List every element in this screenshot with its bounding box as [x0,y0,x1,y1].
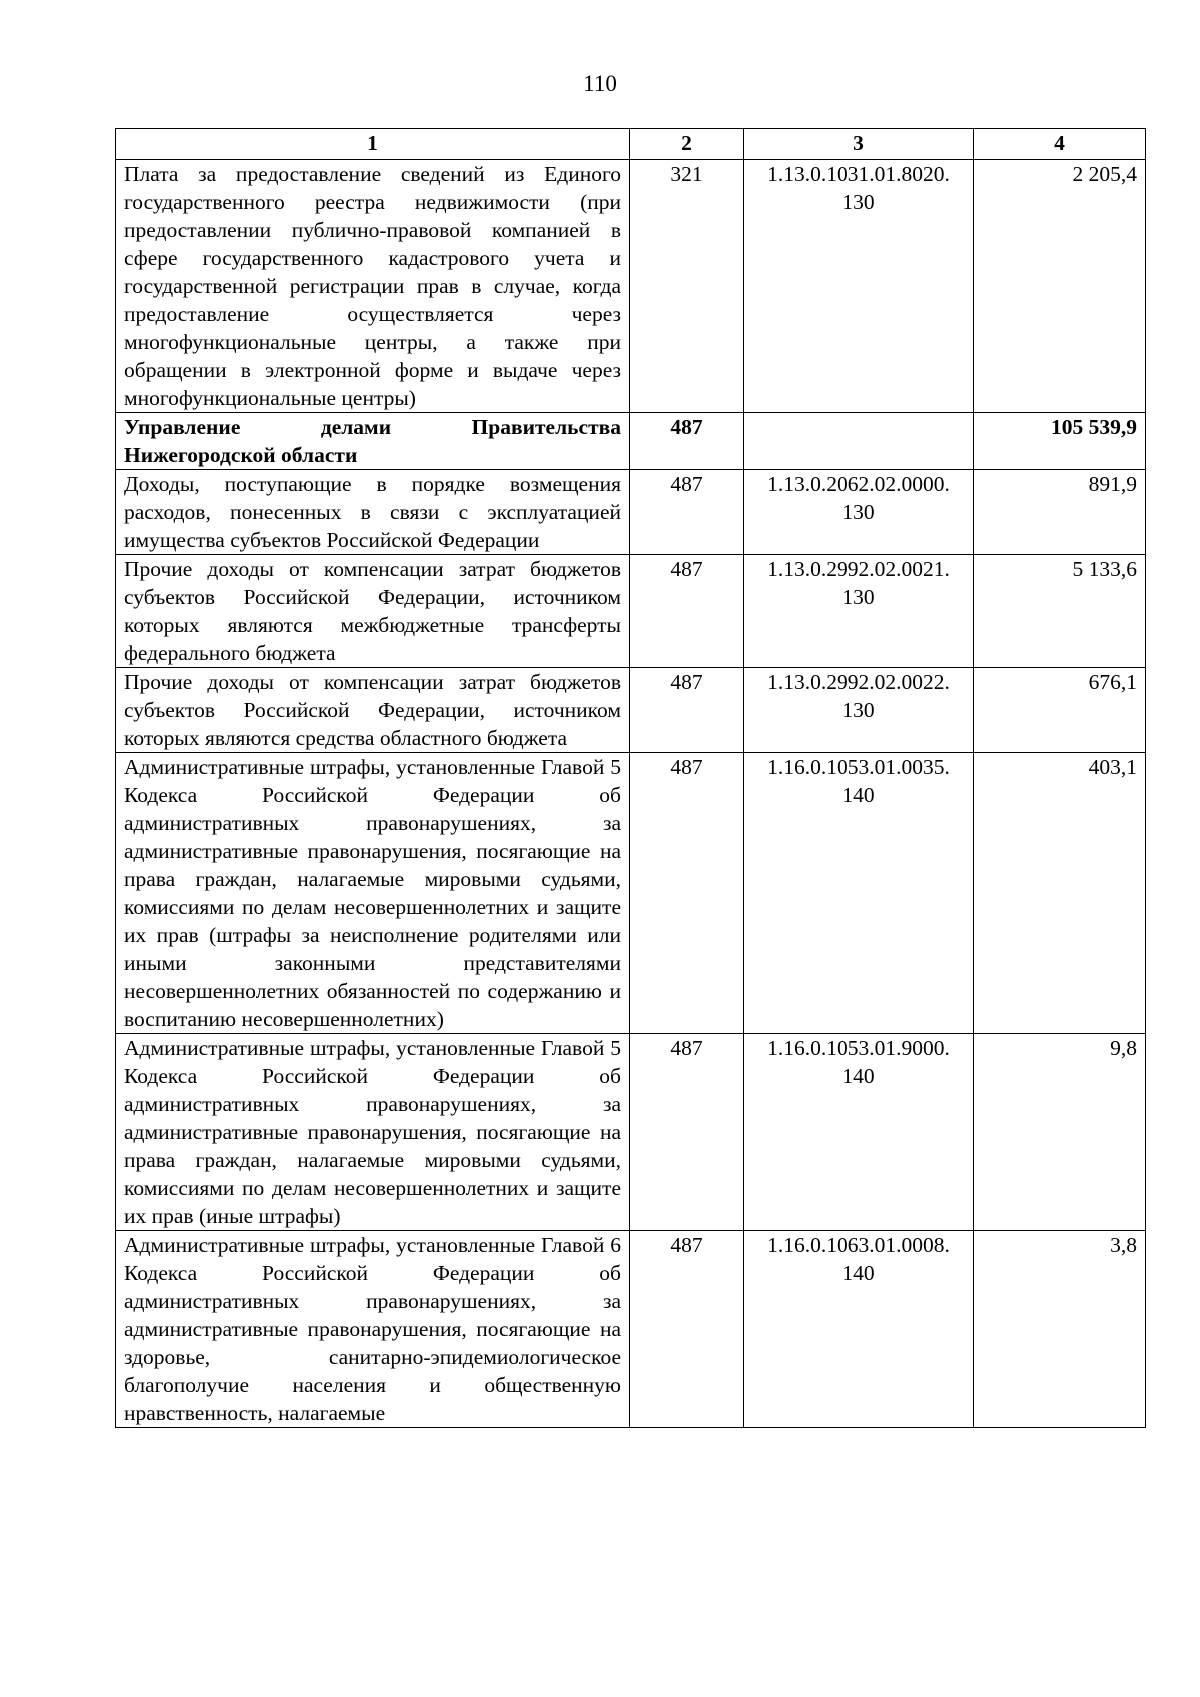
row-budget-code: 1.13.0.1031.01.8020. 130 [744,160,974,413]
table-row [116,413,1146,470]
row-budget-code: 1.13.0.2992.02.0022. 130 [744,668,974,753]
row-name: Прочие доходы от компенсации затрат бюджетов субъектов Российской Федерации, источником которых являются межбюджетные трансферты федерального бюджета [116,555,630,668]
row-admin-code: 487 [630,413,744,470]
row-budget-code: 1.13.0.2062.02.0000. 130 [744,470,974,555]
row-name: Доходы, поступающие в порядке возмещения расходов, понесенных в связи с эксплуатацией имущества субъектов Российской Федерации [116,470,630,555]
row-admin-code: 487 [630,1231,744,1428]
table-row [116,555,1146,668]
row-budget-code: 1.16.0.1063.01.0008. 140 [744,1231,974,1428]
header-col-4: 4 [974,129,1146,160]
table-row [116,470,1146,555]
row-name: Административные штрафы, установленные Главой 6 Кодекса Российской Федерации об административных правонарушениях, за административные правонарушения, посягающие на здоровье, санитарно-эпидемиологическое благополучие населения и общественную нравственность, налагаемые [116,1231,630,1428]
row-amount: 105 539,9 [974,413,1146,470]
row-admin-code: 321 [630,160,744,413]
row-name: Управление делами Правительства Нижегородской области [116,413,630,470]
table-header-row [116,129,1146,160]
row-name: Административные штрафы, установленные Главой 5 Кодекса Российской Федерации об административных правонарушениях, за административные правонарушения, посягающие на права граждан, налагаемые мировыми судьями, комиссиями по делам несовершеннолетних и защите их прав (иные штрафы) [116,1034,630,1231]
table-row [116,753,1146,1034]
header-col-2: 2 [630,129,744,160]
header-col-3: 3 [744,129,974,160]
table-row [116,1034,1146,1231]
row-name: Административные штрафы, установленные Главой 5 Кодекса Российской Федерации об административных правонарушениях, за административные правонарушения, посягающие на права граждан, налагаемые мировыми судьями, комиссиями по делам несовершеннолетних и защите их прав (штрафы за неисполнение родителями или иными законными представителями несовершеннолетних обязанностей по содержанию и воспитанию несовершеннолетних) [116,753,630,1034]
row-admin-code: 487 [630,1034,744,1231]
row-admin-code: 487 [630,555,744,668]
row-name: Прочие доходы от компенсации затрат бюджетов субъектов Российской Федерации, источником которых являются средства областного бюджета [116,668,630,753]
row-amount: 403,1 [974,753,1146,1034]
row-budget-code: 1.16.0.1053.01.0035. 140 [744,753,974,1034]
row-amount: 891,9 [974,470,1146,555]
row-admin-code: 487 [630,470,744,555]
row-name: Плата за предоставление сведений из Единого государственного реестра недвижимости (при предоставлении публично-правовой компанией в сфере государственного кадастрового учета и государственной регистрации прав в случае, когда предоставление осуществляется через многофункциональные центры, а также при обращении в электронной форме и выдаче через многофункциональные центры) [116,160,630,413]
page-number: 110 [583,71,617,96]
header-col-1: 1 [116,129,630,160]
row-amount: 676,1 [974,668,1146,753]
row-admin-code: 487 [630,668,744,753]
table-row [116,1231,1146,1428]
row-amount: 5 133,6 [974,555,1146,668]
revenue-table [115,128,1146,1428]
table-row [116,160,1146,413]
row-budget-code: 1.13.0.2992.02.0021. 130 [744,555,974,668]
row-admin-code: 487 [630,753,744,1034]
row-amount: 3,8 [974,1231,1146,1428]
row-amount: 2 205,4 [974,160,1146,413]
table-row [116,668,1146,753]
row-budget-code: 1.16.0.1053.01.9000. 140 [744,1034,974,1231]
row-budget-code [744,413,974,470]
row-amount: 9,8 [974,1034,1146,1231]
